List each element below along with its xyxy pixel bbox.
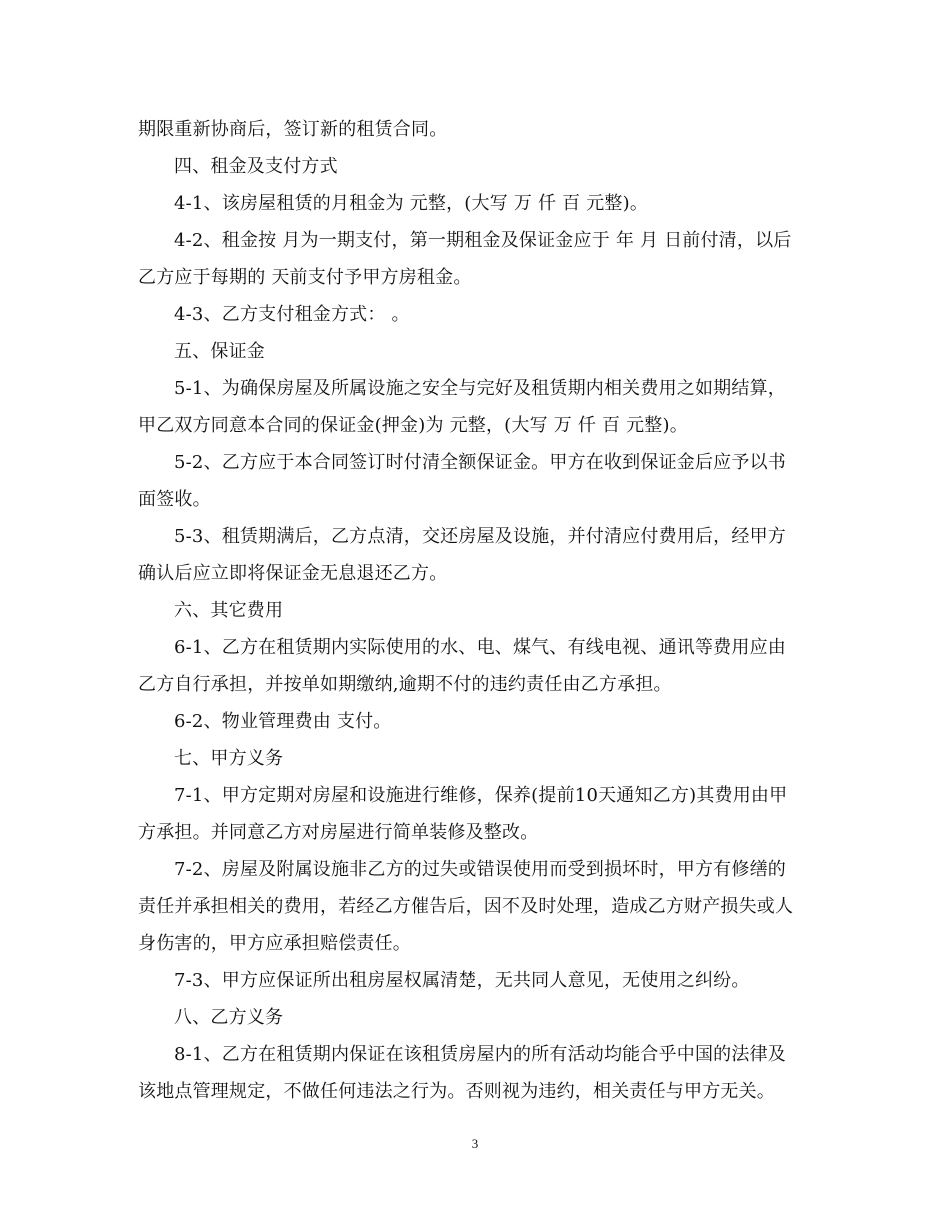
text-line: 4-2、租金按 月为一期支付，第一期租金及保证金应于 年 月 日前付清，以后 (174, 230, 792, 251)
text-line: 该地点管理规定，不做任何违法之行为。否则视为违约，相关责任与甲方无关。 (138, 1081, 775, 1102)
text-line: 7-1、甲方定期对房屋和设施进行维修，保养(提前10天通知乙方)其费用由甲 (174, 785, 788, 806)
text-line: 7-3、甲方应保证所出租房屋权属清楚，无共同人意见，无使用之纠纷。 (174, 970, 750, 991)
text-line: 甲乙双方同意本合同的保证金(押金)为 元整，(大写 万 仟 百 元整)。 (138, 415, 688, 436)
section-heading: 七、甲方义务 (174, 748, 284, 769)
text-line: 4-3、乙方支付租金方式： 。 (174, 304, 410, 325)
text-line: 方承担。并同意乙方对房屋进行简单装修及整改。 (138, 822, 539, 843)
text-line: 5-1、为确保房屋及所属设施之安全与完好及租赁期内相关费用之如期结算， (174, 378, 786, 399)
text-line: 责任并承担相关的费用，若经乙方催告后，因不及时处理，造成乙方财产损失或人 (138, 896, 794, 917)
text-line: 6-2、物业管理费由 支付。 (174, 711, 392, 732)
text-line: 5-3、租赁期满后，乙方点清，交还房屋及设施，并付清应付费用后，经甲方 (174, 526, 786, 547)
page-number: 3 (471, 1136, 479, 1151)
text-line: 8-1、乙方在租赁期内保证在该租赁房屋内的所有活动均能合乎中国的法律及 (174, 1044, 786, 1065)
text-line: 5-2、乙方应于本合同签订时付清全额保证金。甲方在收到保证金后应予以书 (174, 452, 786, 473)
text-line: 乙方应于每期的 天前支付予甲方房租金。 (138, 267, 472, 288)
section-heading: 六、其它费用 (174, 600, 284, 621)
text-line: 面签收。 (138, 489, 211, 510)
text-line: 7-2、房屋及附属设施非乙方的过失或错误使用而受到损坏时，甲方有修缮的 (174, 859, 786, 880)
text-line: 4-1、该房屋租赁的月租金为 元整，(大写 万 仟 百 元整)。 (174, 193, 649, 214)
text-line: 期限重新协商后，签订新的租赁合同。 (138, 119, 448, 140)
section-heading: 四、租金及支付方式 (174, 156, 338, 177)
text-line: 乙方自行承担，并按单如期缴纳,逾期不付的违约责任由乙方承担。 (138, 674, 672, 695)
text-line: 确认后应立即将保证金无息退还乙方。 (138, 563, 448, 584)
text-line: 6-1、乙方在租赁期内实际使用的水、电、煤气、有线电视、通讯等费用应由 (174, 637, 786, 658)
text-line: 身伤害的，甲方应承担赔偿责任。 (138, 933, 411, 954)
section-heading: 五、保证金 (174, 341, 265, 362)
section-heading: 八、乙方义务 (174, 1007, 284, 1028)
